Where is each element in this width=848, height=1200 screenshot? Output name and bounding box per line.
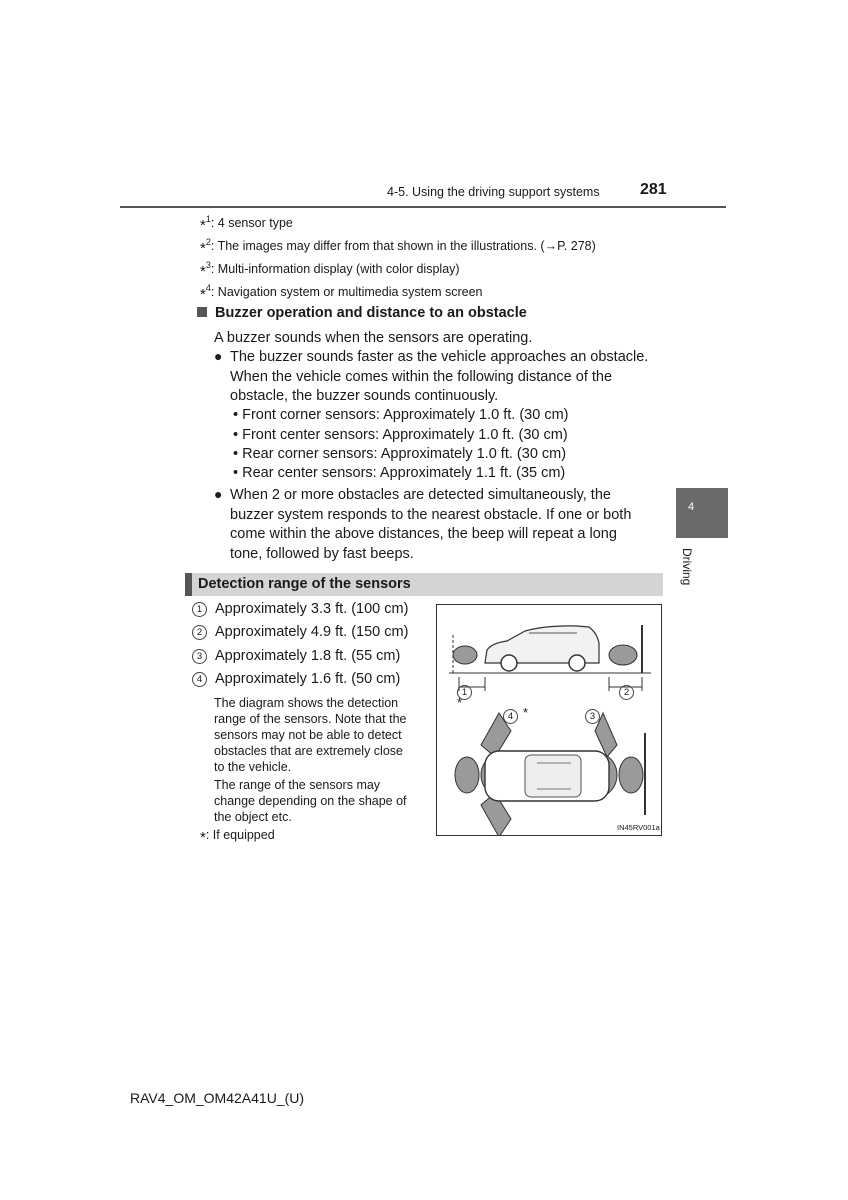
bullet-1: The buzzer sounds faster as the vehicle approaches an obstacle. When the vehicle comes within the following distance of the obstacle, the buzzer sounds continuously. — [230, 349, 649, 404]
sensor-diagram-svg — [437, 605, 661, 835]
sub-item-2: • Front center sensors: Approximately 1.0 ft. (30 cm) — [233, 427, 568, 443]
square-bullet-icon — [197, 307, 207, 317]
buzzer-intro: A buzzer sounds when the sensors are operating. — [214, 330, 533, 346]
diagram-label-1: 1 — [457, 685, 480, 700]
document-code: RAV4_OM_OM42A41U_(U) — [130, 1090, 305, 1106]
buzzer-heading: Buzzer operation and distance to an obstacle — [197, 305, 527, 321]
bullet-2: When 2 or more obstacles are detected simultaneously, the buzzer system responds to the nearest obstacle. If one or both come within the above distances, the beep will repeat a long tone, followed by fast beeps. — [230, 487, 632, 562]
diagram-label-4: 4 — [503, 709, 526, 724]
sub-item-1: • Front corner sensors: Approximately 1.0 ft. (30 cm) — [233, 407, 569, 423]
diagram-label-2: 2 — [619, 685, 642, 700]
section-bar-title: Detection range of the sensors — [198, 576, 411, 592]
range-item-1: 1 Approximately 3.3 ft. (100 cm) — [192, 601, 408, 617]
diagram-star-1: * — [523, 705, 529, 720]
diagram-code: IN45RV001a — [617, 823, 660, 832]
range-item-4: 4 Approximately 1.6 ft. (50 cm) — [192, 671, 400, 687]
note-2: *$^2$: The images may differ from that shown in the illustrations. (→P. 278) — [200, 237, 596, 258]
page-number: 281 — [640, 181, 667, 198]
note-4: *$^4$: Navigation system or multimedia system screen — [200, 283, 483, 304]
chapter-number: 4 — [688, 501, 695, 513]
diagram-note-2: The range of the sensors may change depending on the shape of the object etc. — [214, 778, 407, 824]
sub-item-4: • Rear center sensors: Approximately 1.1 ft. (35 cm) — [233, 465, 566, 481]
chapter-tab[interactable] — [676, 488, 728, 538]
note-3: *$^3$: Multi-information display (with color display) — [200, 260, 460, 281]
sensor-range-diagram — [436, 604, 662, 836]
chapter-label: Driving — [680, 548, 694, 586]
header-rule — [120, 206, 726, 208]
diagram-note-1: The diagram shows the detection range of the sensors. Note that the sensors may not be able to detect obstacles that are extremely close to the vehicle. — [214, 696, 407, 774]
range-item-3: 3 Approximately 1.8 ft. (55 cm) — [192, 648, 400, 664]
diagram-label-3: 3 — [585, 709, 608, 724]
bullet-icon: ● — [214, 348, 223, 364]
diagram-star-2: * — [457, 695, 463, 710]
sub-item-3: • Rear corner sensors: Approximately 1.0 ft. (30 cm) — [233, 446, 567, 462]
section-title: 4-5. Using the driving support systems — [387, 185, 600, 199]
if-equipped-note: *: If equipped — [200, 828, 275, 846]
range-item-2: 2 Approximately 4.9 ft. (150 cm) — [192, 624, 408, 640]
note-1: *$^1$: 4 sensor type — [200, 214, 293, 235]
bullet-icon: ● — [214, 486, 223, 502]
